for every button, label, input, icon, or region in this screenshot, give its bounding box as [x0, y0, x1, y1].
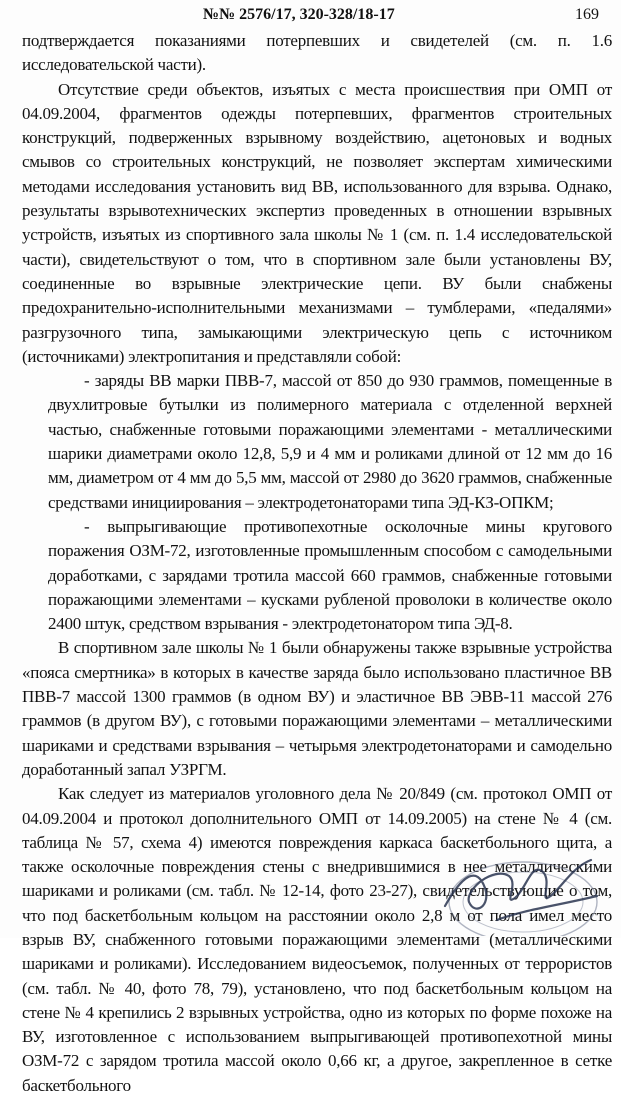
page-header: [0, 3, 621, 25]
paragraph-suicide-belts: В спортивном зале школы № 1 были обнаружены также взрывные устройства «пояса смертника» в которых в качестве заряда было использовано пластичное ВВ ПВВ-7 массой 1300 граммов (в одном ВУ) и эластичное ВВ ЭВВ-11 массой 276 граммов (в другом ВУ), с готовыми поражающими элементами – металлическими шариками и средствами взрывания – четырьмя электродетонаторами и самодельно доработанный запал УЗРГМ.: [22, 638, 612, 779]
page-number: 169: [575, 6, 599, 23]
paragraph-case-materials: Как следует из материалов уголовного дела № 20/849 (см. протокол ОМП от 04.09.2004 и протокол дополнительного ОМП от 14.09.2005) на стене № 4 (см. таблица № 57, схема 4) имеются повреждения каркаса баскетбольного щита, а также осколочные повреждения стены с внедрившимися в нее металлическими шариками и роликами (см. табл. № 12-14, фото 23-27), свидетельствующие о том, что под баскетбольным кольцом на расстоянии около 2,8 м от пола имел место взрыв ВУ, снабженного готовыми поражающими элементами (металлическими шариками и роликами). Исследованием видеосъемок, полученных от террористов (см. табл. № 40, фото 78, 79), установлено, что под баскетбольным кольцом на стене № 4 крепились 2 взрывных устройства, одно из которых по форме похоже на ВУ, изготовленное с использованием выпрыгивающей противопехотной мины ОЗМ-72 с зарядом тротила массой около 0,66 кг, а другое, закрепленное в сетке баскетбольного: [22, 784, 612, 1095]
paragraph-continuation: подтверждается показаниями потерпевших и свидетелей (см. п. 1.6 исследовательской части).: [22, 31, 612, 75]
list-item-charges: - заряды ВВ марки ПВВ-7, массой от 850 до 930 граммов, помещенные в двухлитровые бутылки из полимерного материала с отделенной верхней частью, снабженные готовыми поражающими элементами - металлическими шарики диаметрами около 12,8, 5,9 и 4 мм и роликами длиной от 12 мм до 16 мм, диаметром от 4 мм до 5,5 мм, массой от 2980 до 3620 граммов, снабженные средствами инициирования – электродетонаторами типа ЭД-КЗ-ОПКМ;: [48, 371, 612, 512]
list-item-mines: - выпрыгивающие противопехотные осколочные мины кругового поражения ОЗМ-72, изготовленные промышленным способом с самодельными доработками, с зарядами тротила массой 660 граммов, снабженные готовыми поражающими элементами – кусками рубленой проволоки в количестве около 2400 штук, средством взрывания - электродетонатором типа ЭД-8.: [48, 516, 612, 634]
paragraph-objects: Отсутствие среди объектов, изъятых с места происшествия при ОМП от 04.09.2004, фрагментов одежды потерпевших, фрагментов строительных конструкций, подверженных взрывному воздействию, ацетоновых и водных смывов со строительных конструкций, не позволяет экспертам химическими методами исследования установить вид ВВ, использованного для взрыва. Однако, результаты взрывотехнических экспертиз проведенных в отношении взрывных устройств, изъятых из спортивного зала школы № 1 (см. п. 1.4 исследовательской части), свидетельствуют о том, что в спортивном зале были установлены ВУ, соединенные во взрывные электрические цепи. ВУ были снабжены предохранительно-исполнительными механизмами – тумблерами, «педалями» разгрузочного типа, замыкающими электрическую цепь с источником (источниками) электропитания и представляли собой:: [22, 79, 612, 366]
document-number: №№ 2576/17, 320-328/18-17: [203, 6, 395, 23]
